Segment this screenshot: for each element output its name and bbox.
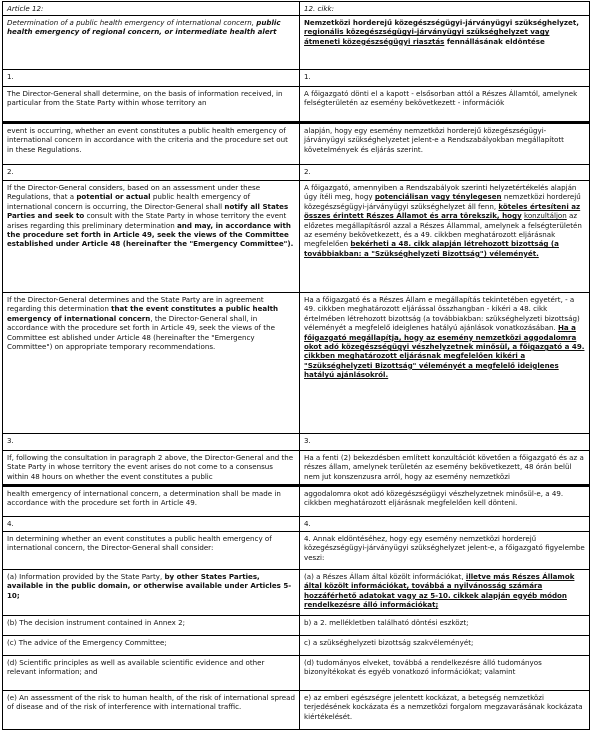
text-run: nemzetközi horderejű közegészségügyi-járványügyi szükséghelyzet áll fenn, <box>304 192 581 211</box>
text-run: potential or actual <box>76 192 151 202</box>
table-row <box>3 517 589 532</box>
english-cell <box>3 532 300 569</box>
english-cell <box>3 2 300 15</box>
english-cell <box>3 70 300 86</box>
hungarian-cell <box>300 616 589 635</box>
table-row <box>3 16 589 70</box>
table-row <box>3 165 589 181</box>
text-run: public health emergency of regional concern, or intermediate health alert <box>7 18 281 37</box>
text-run: bekérheti a 48. cikk alapján létrehozott bizottság (a továbbiakban: a "Szükséghelyzeti Bizottság") véleményét. <box>304 239 559 258</box>
text-run: (d) Scientific principles as well as available scientific evidence and other relevant information; and <box>7 658 265 677</box>
english-cell <box>3 691 300 729</box>
text-run: Ha a főigazgató megállapítja, hogy az esemény nemzetközi aggodalomra okot adó közegészségügyi vészhelyzetnek minősül, a főigazgató a 49. cikkben meghatározott eljárásnak megfelelően kikéri a "Szükséghelyzeti Bizottság" véleményét a megfelelő ideiglenes hatályú ajánlásokról. <box>304 323 585 380</box>
hungarian-cell <box>300 570 589 615</box>
hungarian-cell <box>300 532 589 569</box>
english-cell <box>3 181 300 292</box>
table-row <box>3 124 589 165</box>
table-row <box>3 70 589 87</box>
text-run: (c) The advice of the Emergency Committee; <box>7 638 167 647</box>
english-cell <box>3 16 300 69</box>
text-run: (a) Information provided by the State Party, <box>7 572 165 581</box>
text-run: health emergency of international concern, a determination shall be made in accordance with the procedure set forth in Article 49. <box>7 489 281 508</box>
hungarian-cell <box>300 517 589 531</box>
english-cell <box>3 451 300 484</box>
text-run: public health emergency of international concern is occurring, the Director-General shall <box>7 192 251 211</box>
text-run: c) a szükséghelyzeti bizottság szakvéleményét; <box>304 638 474 647</box>
table-row <box>3 434 589 451</box>
hungarian-cell <box>300 16 589 69</box>
text-run: (a) a Részes Állam által közölt információkat, <box>304 572 466 581</box>
text-run: and may, in accordance with the procedure set forth in Article 49, seek the views of the Committee established under Article 48 (hereinafter the "Emergency Committee"). <box>7 220 294 249</box>
english-cell <box>3 570 300 615</box>
table-row <box>3 691 589 729</box>
english-cell <box>3 124 300 164</box>
text-run: regionális közegészségügyi-járványügyi szükséghelyzet vagy átmeneti közegészségügyi riasztás <box>304 27 550 46</box>
text-run: In determining whether an event constitutes a public health emergency of international concern, the Director-General shall consider: <box>7 534 272 553</box>
text-run: b) a 2. mellékletben található döntési eszközt; <box>304 618 469 627</box>
text-run: 12. cikk: <box>304 4 335 13</box>
hungarian-cell <box>300 70 589 86</box>
table-row <box>3 656 589 691</box>
hungarian-cell <box>300 124 589 164</box>
text-run: 1. <box>304 72 311 81</box>
text-run: (b) The decision instrument contained in Annex 2; <box>7 618 186 627</box>
english-cell <box>3 636 300 655</box>
text-run: potenciálisan vagy ténylegesen <box>374 192 502 202</box>
english-cell <box>3 616 300 635</box>
table-row <box>3 451 589 487</box>
text-run: If the Director-General considers, based on an assessment under these Regulations, that a <box>7 183 261 202</box>
hungarian-cell <box>300 2 589 15</box>
text-run: A főigazgató dönti el a kapott - elsősorban attól a Részes Államtól, amelynek felségterületén az esemény bekövetkezett - információk <box>304 89 578 108</box>
text-run: fennállásának eldöntése <box>444 36 545 46</box>
hungarian-cell <box>300 636 589 655</box>
text-run: konzultáljon <box>523 211 567 221</box>
hungarian-cell <box>300 656 589 690</box>
text-run: event is occurring, whether an event constitutes a public health emergency of international concern in accordance with the criteria and the procedure set out in these Regulations. <box>7 126 288 154</box>
english-cell <box>3 165 300 180</box>
text-run: 3. <box>304 436 311 445</box>
hungarian-cell <box>300 87 589 121</box>
text-run: 2. <box>7 167 14 176</box>
text-run: 4. <box>7 519 14 528</box>
text-run: If, following the consultation in paragraph 2 above, the Director-General and the State Party in whose territory the event arises do not come to a consensus within 48 hours on whether the event constitutes a public <box>7 453 294 481</box>
text-run: Nemzetközi horderejű közegészségügyi-járványügyi szükséghelyzet, <box>304 18 579 27</box>
text-run: aggodalomra okot adó közegészségügyi vészhelyzetnek minősül-e, a 49. cikkben meghatározott eljárásnak megfelelően kell dönteni. <box>304 489 564 508</box>
text-run: that the event constitutes a public health emergency of international concern <box>7 304 279 323</box>
hungarian-cell <box>300 691 589 729</box>
english-cell <box>3 87 300 121</box>
hungarian-cell <box>300 293 589 433</box>
hungarian-cell <box>300 487 589 516</box>
table-row <box>3 181 589 293</box>
text-run: If the Director-General determines and the State Party are in agreement regarding this determination <box>7 295 264 314</box>
text-run: 2. <box>304 167 311 176</box>
table-row <box>3 293 589 434</box>
text-run: (d) tudományos elveket, továbbá a rendelkezésre álló tudományos bizonyítékokat és egyéb vonatkozó információkat; valamint <box>304 658 542 677</box>
english-cell <box>3 487 300 516</box>
table-row <box>3 532 589 570</box>
text-run: (e) An assessment of the risk to human health, of the risk of international spread of disease and of the risk of interference with international traffic. <box>7 693 295 712</box>
text-run: 1. <box>7 72 14 81</box>
text-run: Ha a fenti (2) bekezdésben említett konzultációt követően a főigazgató és az a részes állam, amelynek területén az esemény bekövetkezett, 48 órán belül nem jut konszenzusra arról, hogy az esemény nemzetközi <box>304 453 584 481</box>
english-cell <box>3 293 300 433</box>
text-run: , the Director-General shall, in accordance with the procedure set forth in Article 49, seek the views of the Committee est ablished under Article 48 (hereinafter the "Emergency Committee") on appropriate temporary recommendations. <box>7 313 275 352</box>
table-row <box>3 487 589 517</box>
hungarian-cell <box>300 434 589 450</box>
table-row <box>3 87 589 124</box>
hungarian-cell <box>300 165 589 180</box>
text-run: A főigazgató, amennyiben a Rendszabályok szerinti helyzetértékelés alapján úgy ítéli meg, hogy <box>304 183 577 202</box>
text-run: 3. <box>7 436 14 445</box>
table-row <box>3 570 589 616</box>
table-row <box>3 2 589 16</box>
text-run: notify all States Parties and seek to <box>7 201 289 221</box>
text-run: köteles értesíteni az összes érintett Részes Államot és arra törekszik, hogy <box>304 201 581 221</box>
text-run: Ha a főigazgató és a Részes Állam e megállapítás tekintetében egyetért, - a 49. cikkben meghatározott eljárással összhangban - kikéri a 48. cikk értelmében létrehozott bizottság (a továbbiakban: szükséghelyzeti bizottság) véleményét a megfelelő ideiglenes hatályú ajánlások vonatkozásában. <box>304 295 580 333</box>
text-run: Determination of a public health emergency of international concern, <box>7 18 257 27</box>
hungarian-cell <box>300 181 589 292</box>
english-cell <box>3 517 300 531</box>
english-cell <box>3 656 300 690</box>
text-run: 4. Annak eldöntéséhez, hogy egy esemény nemzetközi horderejű közegészségügyi-járványügyi szükséghelyzet jelent-e, a főigazgató figyelembe veszi: <box>304 534 585 562</box>
text-run: illetve más Részes Államok által közölt információkat, továbbá a nyilvánosság számára hozzáférhető adatokat vagy az 5-10. cikkek alapján egyéb módon rendelkezésre álló információkat; <box>304 572 575 610</box>
text-run: by other States Parties, available in the public domain, or otherwise available under Articles 5-10; <box>7 572 292 600</box>
text-run: 4. <box>304 519 311 528</box>
english-cell <box>3 434 300 450</box>
text-run: consult with the State Party in whose territory the event arises regarding this preliminary determination <box>7 211 287 230</box>
text-run: Article 12: <box>7 4 44 13</box>
table-row <box>3 616 589 636</box>
text-run: The Director-General shall determine, on the basis of information received, in particular from the State Party within whose territory an <box>7 89 283 108</box>
hungarian-cell <box>300 451 589 484</box>
table-row <box>3 636 589 656</box>
text-run: alapján, hogy egy esemény nemzetközi horderejű közegészségügyi-járványügyi szükséghelyzetet jelent-e a Rendszabályokban megállapított követelmények és eljárás szerint. <box>304 126 564 154</box>
text-run: e) az emberi egészségre jelentett kockázat, a betegség nemzetközi terjedésének kockázata és a nemzetközi forgalom megzavarásának kockázata kiértékelését. <box>304 693 583 721</box>
text-run: az előzetes megállapításról azzal a Részes Állammal, amelynek a felségterületén az esemény bekövetkezett, és a 49. cikkben meghatározott eljárásnak megfelelően <box>304 211 582 249</box>
bilingual-article-table <box>2 1 590 730</box>
